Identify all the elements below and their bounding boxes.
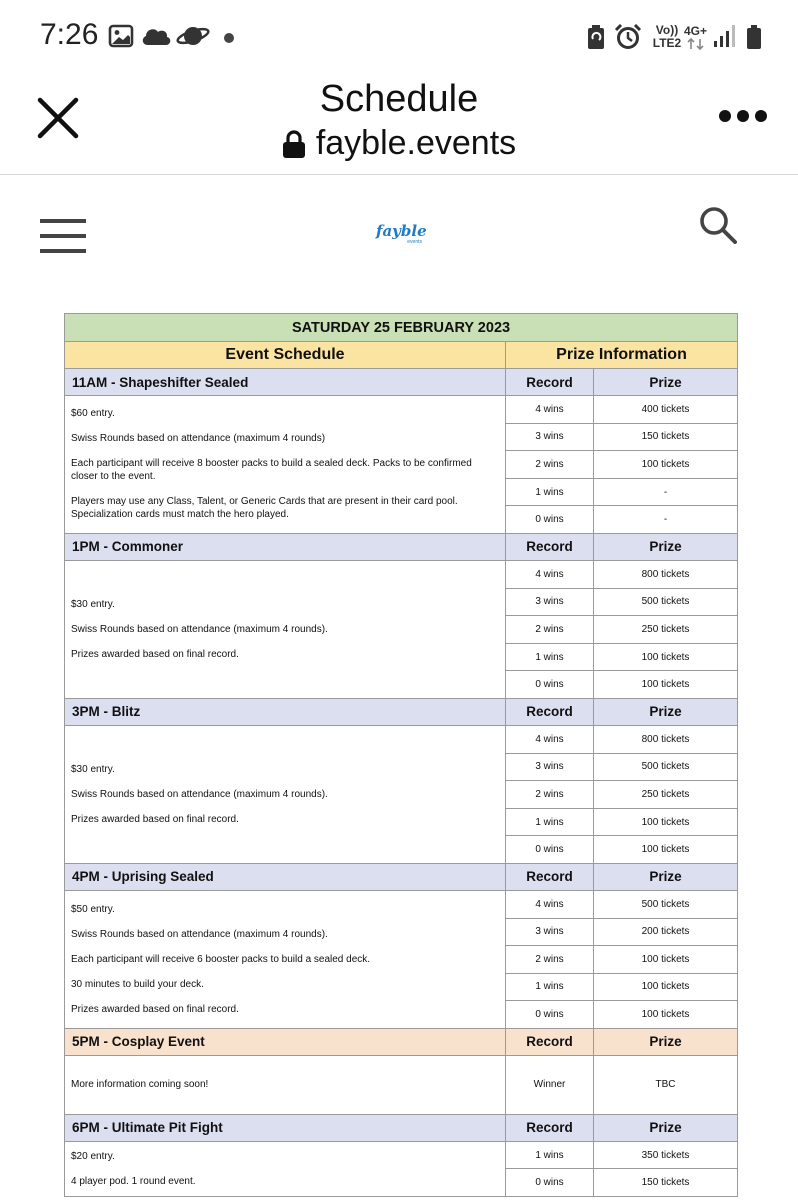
description-line: $20 entry. bbox=[71, 1150, 115, 1162]
prize-information-header: Prize Information bbox=[506, 342, 738, 369]
event-description bbox=[65, 560, 506, 698]
prize-column-header: Prize bbox=[594, 1114, 738, 1141]
event-name: 3PM - Blitz bbox=[65, 698, 506, 725]
record-cell: 1 wins bbox=[506, 643, 594, 671]
browser-app-bar bbox=[0, 72, 798, 175]
prize-cell: 250 tickets bbox=[594, 616, 738, 644]
prize-cell: 500 tickets bbox=[594, 753, 738, 781]
event-name: 6PM - Ultimate Pit Fight bbox=[65, 1114, 506, 1141]
event-name: 11AM - Shapeshifter Sealed bbox=[65, 369, 506, 396]
schedule-date: SATURDAY 25 FEBRUARY 2023 bbox=[65, 314, 738, 342]
prize-cell: 800 tickets bbox=[594, 725, 738, 753]
prize-row bbox=[65, 1141, 738, 1169]
prize-cell: 100 tickets bbox=[594, 671, 738, 699]
record-column-header: Record bbox=[506, 863, 594, 890]
record-column-header: Record bbox=[506, 1114, 594, 1141]
fayble-logo[interactable]: fayble events bbox=[376, 222, 427, 245]
prize-cell: 350 tickets bbox=[594, 1141, 738, 1169]
description-line: Swiss Rounds based on attendance (maximum 4 rounds) bbox=[71, 433, 326, 445]
record-column-header: Record bbox=[506, 369, 594, 396]
record-cell: 0 wins bbox=[506, 1001, 594, 1029]
battery-saver-icon bbox=[586, 24, 606, 50]
notification-dot-icon bbox=[224, 33, 234, 43]
prize-column-header: Prize bbox=[594, 863, 738, 890]
data-arrows-icon bbox=[686, 38, 706, 50]
event-name: 1PM - Commoner bbox=[65, 533, 506, 560]
network-type: 4G+ bbox=[684, 24, 708, 38]
description-line: 30 minutes to build your deck. bbox=[71, 978, 204, 990]
hamburger-menu-icon[interactable] bbox=[40, 217, 86, 255]
event-description bbox=[65, 890, 506, 1028]
event-description bbox=[65, 725, 506, 863]
battery-icon bbox=[744, 24, 764, 50]
description-line: 4 player pod. 1 round event. bbox=[71, 1175, 196, 1187]
schedule-table bbox=[64, 313, 738, 1197]
record-cell: 0 wins bbox=[506, 1169, 594, 1197]
prize-cell: 400 tickets bbox=[594, 396, 738, 424]
record-column-header: Record bbox=[506, 1028, 594, 1055]
status-bar bbox=[0, 0, 798, 72]
record-cell: 2 wins bbox=[506, 451, 594, 479]
record-cell: 2 wins bbox=[506, 946, 594, 974]
cloud-icon bbox=[140, 26, 172, 46]
description-line: Prizes awarded based on final record. bbox=[71, 648, 239, 660]
volte-indicator: Vo)) LTE2 bbox=[652, 23, 682, 50]
description-line: Each participant will receive 8 booster packs to build a sealed deck. Packs to be confirmed closer to the event. bbox=[71, 458, 472, 483]
record-cell: 1 wins bbox=[506, 808, 594, 836]
alarm-icon bbox=[614, 24, 642, 50]
prize-row bbox=[65, 890, 738, 918]
event-description bbox=[65, 1055, 506, 1114]
event-header-row bbox=[65, 863, 738, 890]
prize-column-header: Prize bbox=[594, 369, 738, 396]
record-cell: 3 wins bbox=[506, 588, 594, 616]
date-row bbox=[65, 314, 738, 342]
url-text: fayble.events bbox=[315, 124, 517, 162]
prize-cell: TBC bbox=[594, 1055, 738, 1114]
event-header-row bbox=[65, 1114, 738, 1141]
event-description bbox=[65, 396, 506, 534]
description-line: Swiss Rounds based on attendance (maximum 4 rounds). bbox=[71, 623, 328, 635]
record-cell: 3 wins bbox=[506, 918, 594, 946]
search-icon[interactable] bbox=[698, 205, 738, 245]
prize-cell: 100 tickets bbox=[594, 643, 738, 671]
description-line: $30 entry. bbox=[71, 763, 115, 775]
record-cell: 3 wins bbox=[506, 753, 594, 781]
description-line: More information coming soon! bbox=[71, 1079, 209, 1091]
description-line: Prizes awarded based on final record. bbox=[71, 813, 239, 825]
description-line: Players may use any Class, Talent, or Generic Cards that are present in their card pool. Specialization cards must match the hero played. bbox=[71, 496, 458, 521]
prize-cell: 100 tickets bbox=[594, 808, 738, 836]
prize-cell: 200 tickets bbox=[594, 918, 738, 946]
event-name: 4PM - Uprising Sealed bbox=[65, 863, 506, 890]
page-title: Schedule bbox=[319, 78, 479, 120]
prize-cell: 100 tickets bbox=[594, 836, 738, 864]
event-description bbox=[65, 1141, 506, 1196]
prize-cell: 500 tickets bbox=[594, 890, 738, 918]
prize-column-header: Prize bbox=[594, 533, 738, 560]
prize-column-header: Prize bbox=[594, 698, 738, 725]
more-options-icon[interactable] bbox=[718, 108, 768, 124]
record-cell: 1 wins bbox=[506, 1141, 594, 1169]
record-cell: 1 wins bbox=[506, 973, 594, 1001]
record-cell: 2 wins bbox=[506, 781, 594, 809]
prize-cell: 800 tickets bbox=[594, 560, 738, 588]
record-cell: 4 wins bbox=[506, 890, 594, 918]
gallery-icon bbox=[108, 24, 134, 48]
record-cell: Winner bbox=[506, 1055, 594, 1114]
description-line: Prizes awarded based on final record. bbox=[71, 1003, 239, 1015]
event-header-row bbox=[65, 698, 738, 725]
prize-cell: 100 tickets bbox=[594, 946, 738, 974]
url-display[interactable] bbox=[0, 124, 798, 163]
event-name: 5PM - Cosplay Event bbox=[65, 1028, 506, 1055]
prize-row bbox=[65, 560, 738, 588]
record-cell: 4 wins bbox=[506, 560, 594, 588]
prize-cell: 100 tickets bbox=[594, 973, 738, 1001]
prize-cell: 150 tickets bbox=[594, 1169, 738, 1197]
prize-cell: - bbox=[594, 478, 738, 506]
record-column-header: Record bbox=[506, 533, 594, 560]
record-cell: 4 wins bbox=[506, 396, 594, 424]
record-cell: 3 wins bbox=[506, 423, 594, 451]
record-cell: 1 wins bbox=[506, 478, 594, 506]
prize-cell: 250 tickets bbox=[594, 781, 738, 809]
prize-cell: - bbox=[594, 506, 738, 534]
description-line: $50 entry. bbox=[71, 903, 115, 915]
description-line: $60 entry. bbox=[71, 408, 115, 420]
description-line: Swiss Rounds based on attendance (maximum 4 rounds). bbox=[71, 788, 328, 800]
record-column-header: Record bbox=[506, 698, 594, 725]
site-header bbox=[0, 175, 798, 285]
event-header-row bbox=[65, 369, 738, 396]
prize-column-header: Prize bbox=[594, 1028, 738, 1055]
signal-icon bbox=[712, 24, 738, 48]
record-cell: 4 wins bbox=[506, 725, 594, 753]
prize-cell: 500 tickets bbox=[594, 588, 738, 616]
description-line: Swiss Rounds based on attendance (maximum 4 rounds). bbox=[71, 928, 328, 940]
prize-row bbox=[65, 396, 738, 424]
prize-cell: 150 tickets bbox=[594, 423, 738, 451]
description-line: Each participant will receive 6 booster packs to build a sealed deck. bbox=[71, 953, 371, 965]
event-header-row bbox=[65, 1028, 738, 1055]
event-header-row bbox=[65, 533, 738, 560]
prize-cell: 100 tickets bbox=[594, 1001, 738, 1029]
planet-icon bbox=[176, 22, 210, 50]
section-header-row bbox=[65, 342, 738, 369]
prize-row bbox=[65, 725, 738, 753]
description-line: $30 entry. bbox=[71, 598, 115, 610]
clock: 7:26 bbox=[40, 18, 99, 51]
record-cell: 0 wins bbox=[506, 671, 594, 699]
lock-icon bbox=[282, 130, 306, 158]
prize-cell: 100 tickets bbox=[594, 451, 738, 479]
prize-row bbox=[65, 1055, 738, 1114]
record-cell: 0 wins bbox=[506, 506, 594, 534]
record-cell: 2 wins bbox=[506, 616, 594, 644]
record-cell: 0 wins bbox=[506, 836, 594, 864]
event-schedule-header: Event Schedule bbox=[65, 342, 506, 369]
